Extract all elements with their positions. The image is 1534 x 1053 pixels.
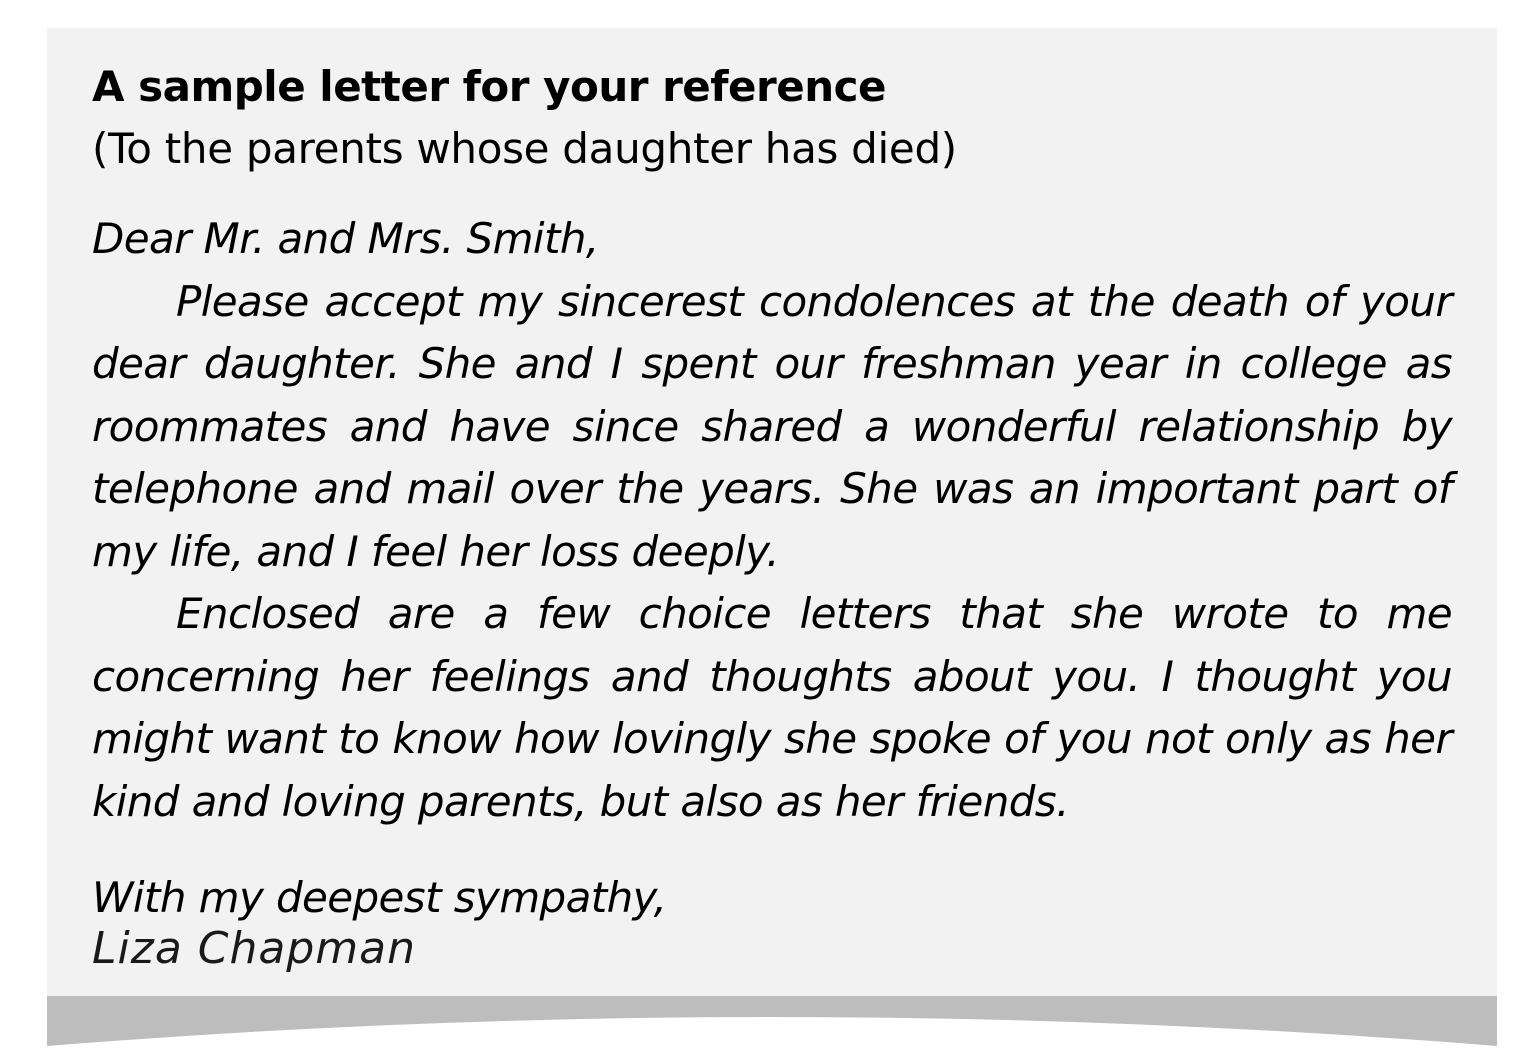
paragraph-enclosed-letters: Enclosed are a few choice letters that she wrote to me concerning her feelings and thoughts about you. I thought you might want to know how lovingly she spoke of you not only as her kind and loving parents, but also as her friends. xyxy=(92,589,1452,826)
salutation: Dear Mr. and Mrs. Smith, xyxy=(92,214,599,263)
letter-heading: A sample letter for your reference xyxy=(92,62,887,111)
letter-content xyxy=(92,56,1452,930)
paragraph-condolences: Please accept my sincerest condolences at the death of your dear daughter. She and I spent our freshman year in college as roommates and have since shared a wonderful relationship by telephone and mail over the years. She was an important part of my life, and I feel her loss deeply. xyxy=(92,276,1452,576)
letter-subheading: (To the parents whose daughter has died) xyxy=(92,124,957,173)
letter-body xyxy=(92,208,1452,930)
signature: Liza Chapman xyxy=(92,923,416,974)
closing-line: With my deepest sympathy, xyxy=(92,873,667,922)
page-curl-shadow xyxy=(47,996,1497,1048)
